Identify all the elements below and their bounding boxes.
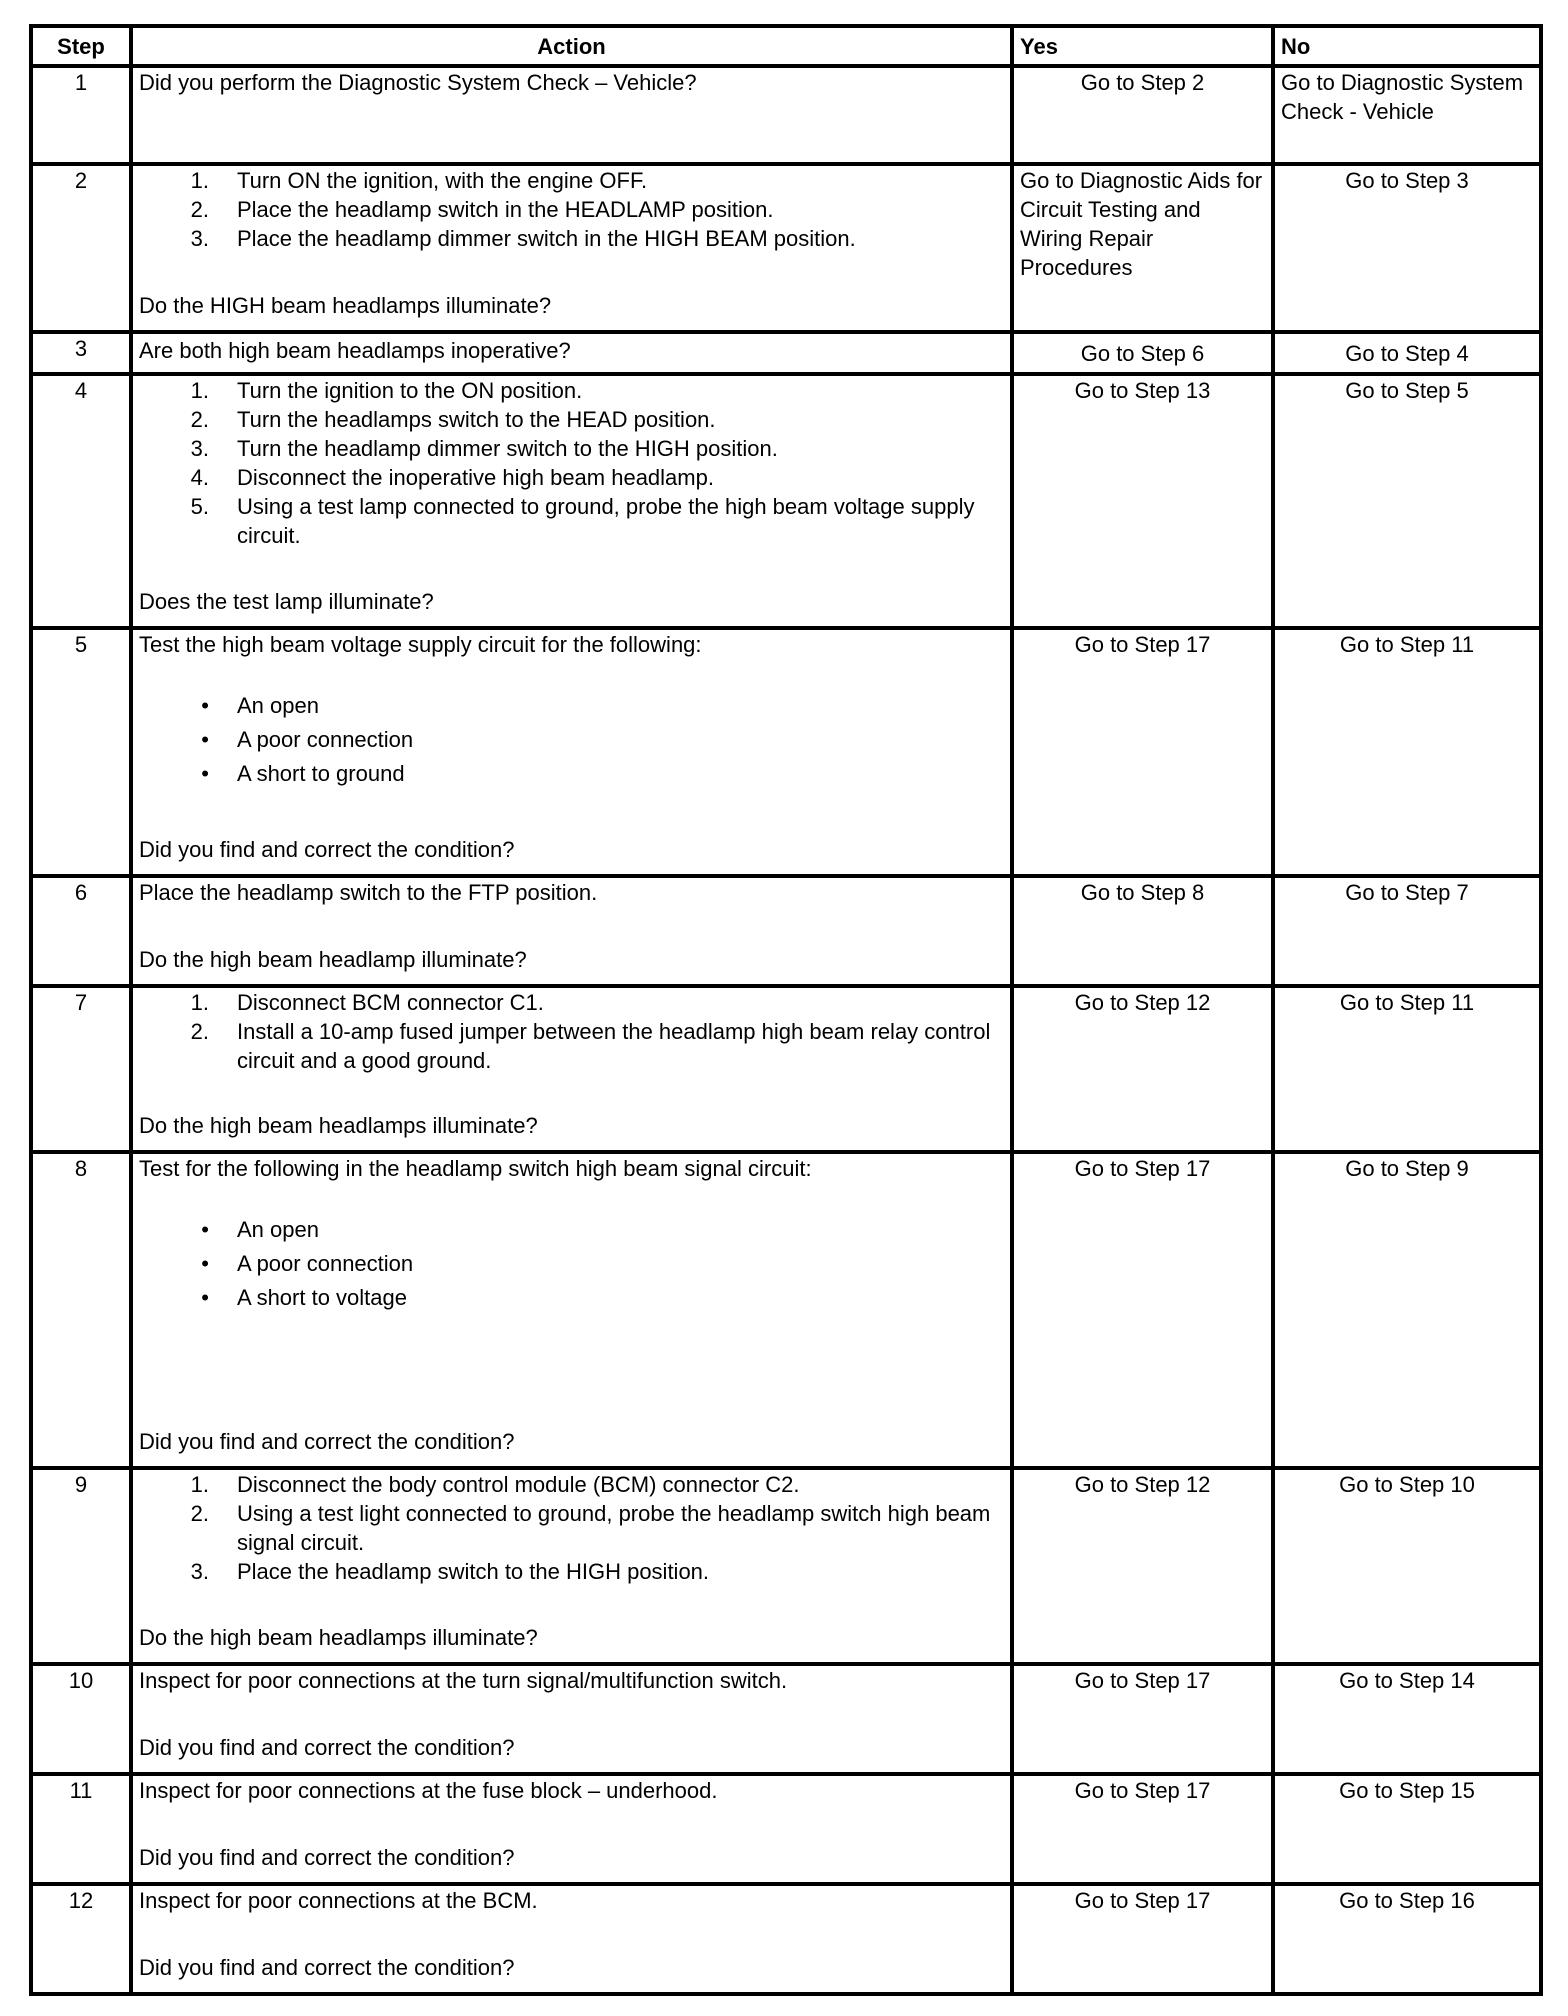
header-no: No xyxy=(1273,26,1541,66)
step-number: 6 xyxy=(31,876,131,986)
action-question: Do the high beam headlamp illuminate? xyxy=(139,947,527,972)
step-number: 4 xyxy=(31,374,131,628)
action-steps xyxy=(139,988,1004,1075)
yes-cell: Go to Step 13 xyxy=(1012,374,1273,628)
no-cell: Go to Step 11 xyxy=(1273,628,1541,876)
action-steps xyxy=(139,166,1004,253)
bullet-list xyxy=(139,689,1004,791)
action-intro: Place the headlamp switch to the FTP position. xyxy=(139,880,598,905)
yes-cell: Go to Step 17 xyxy=(1012,1884,1273,1994)
action-cell xyxy=(131,332,1012,374)
yes-cell: Go to Step 17 xyxy=(1012,1152,1273,1468)
action-cell xyxy=(131,986,1012,1152)
bullet-list xyxy=(139,1213,1004,1315)
no-cell: Go to Step 9 xyxy=(1273,1152,1541,1468)
list-item: 2. Place the headlamp switch in the HEADLAMP position. xyxy=(190,197,774,222)
list-item: 1. Turn the ignition to the ON position. xyxy=(190,378,583,403)
list-item: • A poor connection xyxy=(201,727,414,752)
no-cell: Go to Diagnostic System Check - Vehicle xyxy=(1273,66,1541,164)
action-cell xyxy=(131,876,1012,986)
table-row xyxy=(31,332,1541,374)
table-header-row xyxy=(31,26,1541,66)
list-item: • A poor connection xyxy=(201,1251,414,1276)
action-question: Did you find and correct the condition? xyxy=(139,1735,515,1760)
diagnostic-table xyxy=(29,24,1543,1996)
table-row xyxy=(31,66,1541,164)
no-cell: Go to Step 16 xyxy=(1273,1884,1541,1994)
table-row xyxy=(31,628,1541,876)
no-cell: Go to Step 3 xyxy=(1273,164,1541,332)
list-item: • A short to ground xyxy=(201,761,405,786)
table-row xyxy=(31,1664,1541,1774)
header-yes: Yes xyxy=(1012,26,1273,66)
no-cell: Go to Step 15 xyxy=(1273,1774,1541,1884)
action-question: Did you find and correct the condition? xyxy=(139,1845,515,1870)
yes-cell: Go to Step 12 xyxy=(1012,986,1273,1152)
action-cell xyxy=(131,66,1012,164)
table-row xyxy=(31,876,1541,986)
list-item: 1. Disconnect BCM connector C1. xyxy=(190,990,544,1015)
action-cell xyxy=(131,1774,1012,1884)
list-item: • A short to voltage xyxy=(201,1285,407,1310)
list-item: 1. Turn ON the ignition, with the engine OFF. xyxy=(190,168,648,193)
step-number: 10 xyxy=(31,1664,131,1774)
action-question: Did you find and correct the condition? xyxy=(139,1429,515,1454)
list-item: 2. Turn the headlamps switch to the HEAD position. xyxy=(190,407,716,432)
list-item: 4. Disconnect the inoperative high beam headlamp. xyxy=(190,465,714,490)
step-number: 11 xyxy=(31,1774,131,1884)
action-intro: Inspect for poor connections at the turn signal/multifunction switch. xyxy=(139,1668,788,1693)
action-cell xyxy=(131,1664,1012,1774)
table-row xyxy=(31,1152,1541,1468)
list-item: 2. Install a 10-amp fused jumper between the headlamp high beam relay control circuit and a good ground. xyxy=(190,1019,991,1073)
table-row xyxy=(31,1774,1541,1884)
list-item: 5. Using a test lamp connected to ground, probe the high beam voltage supply circuit. xyxy=(190,494,975,548)
action-cell xyxy=(131,1152,1012,1468)
no-cell: Go to Step 4 xyxy=(1273,332,1541,374)
step-number: 1 xyxy=(31,66,131,164)
step-number: 3 xyxy=(31,332,131,374)
step-number: 5 xyxy=(31,628,131,876)
action-question: Did you find and correct the condition? xyxy=(139,1955,515,1980)
no-cell: Go to Step 11 xyxy=(1273,986,1541,1152)
action-cell xyxy=(131,374,1012,628)
no-cell: Go to Step 5 xyxy=(1273,374,1541,628)
action-steps xyxy=(139,376,1004,550)
yes-cell: Go to Step 17 xyxy=(1012,1774,1273,1884)
list-item: • An open xyxy=(201,1217,319,1242)
action-question: Does the test lamp illuminate? xyxy=(139,589,434,614)
step-number: 8 xyxy=(31,1152,131,1468)
no-cell: Go to Step 14 xyxy=(1273,1664,1541,1774)
list-item: • An open xyxy=(201,693,319,718)
yes-cell: Go to Step 17 xyxy=(1012,628,1273,876)
list-item: 3. Place the headlamp dimmer switch in the HIGH BEAM position. xyxy=(190,226,856,251)
action-cell xyxy=(131,1468,1012,1664)
table-row xyxy=(31,1468,1541,1664)
list-item: 3. Place the headlamp switch to the HIGH position. xyxy=(190,1559,710,1584)
action-question: Did you find and correct the condition? xyxy=(139,837,515,862)
table-row xyxy=(31,1884,1541,1994)
action-intro: Test for the following in the headlamp switch high beam signal circuit: xyxy=(139,1156,812,1181)
header-step: Step xyxy=(31,26,131,66)
header-action: Action xyxy=(131,26,1012,66)
yes-cell: Go to Diagnostic Aids for Circuit Testing and Wiring Repair Procedures xyxy=(1012,164,1273,332)
action-steps xyxy=(139,1470,1004,1586)
action-question: Do the HIGH beam headlamps illuminate? xyxy=(139,293,552,318)
list-item: 1. Disconnect the body control module (BCM) connector C2. xyxy=(190,1472,800,1497)
action-intro: Did you perform the Diagnostic System Check – Vehicle? xyxy=(139,70,697,95)
list-item: 3. Turn the headlamp dimmer switch to the HIGH position. xyxy=(190,436,778,461)
action-intro: Are both high beam headlamps inoperative? xyxy=(139,338,571,363)
action-cell xyxy=(131,164,1012,332)
step-number: 7 xyxy=(31,986,131,1152)
yes-cell: Go to Step 8 xyxy=(1012,876,1273,986)
table-row xyxy=(31,374,1541,628)
action-intro: Inspect for poor connections at the BCM. xyxy=(139,1888,538,1913)
step-number: 2 xyxy=(31,164,131,332)
yes-cell: Go to Step 6 xyxy=(1012,332,1273,374)
list-item: 2. Using a test light connected to ground, probe the headlamp switch high beam signal circuit. xyxy=(190,1501,991,1555)
yes-cell: Go to Step 17 xyxy=(1012,1664,1273,1774)
action-cell xyxy=(131,628,1012,876)
step-number: 12 xyxy=(31,1884,131,1994)
table-row xyxy=(31,164,1541,332)
action-question: Do the high beam headlamps illuminate? xyxy=(139,1113,538,1138)
action-cell xyxy=(131,1884,1012,1994)
yes-cell: Go to Step 12 xyxy=(1012,1468,1273,1664)
table-row xyxy=(31,986,1541,1152)
no-cell: Go to Step 10 xyxy=(1273,1468,1541,1664)
action-intro: Inspect for poor connections at the fuse block – underhood. xyxy=(139,1778,718,1803)
action-question: Do the high beam headlamps illuminate? xyxy=(139,1625,538,1650)
no-cell: Go to Step 7 xyxy=(1273,876,1541,986)
yes-cell: Go to Step 2 xyxy=(1012,66,1273,164)
step-number: 9 xyxy=(31,1468,131,1664)
action-intro: Test the high beam voltage supply circuit for the following: xyxy=(139,632,702,657)
